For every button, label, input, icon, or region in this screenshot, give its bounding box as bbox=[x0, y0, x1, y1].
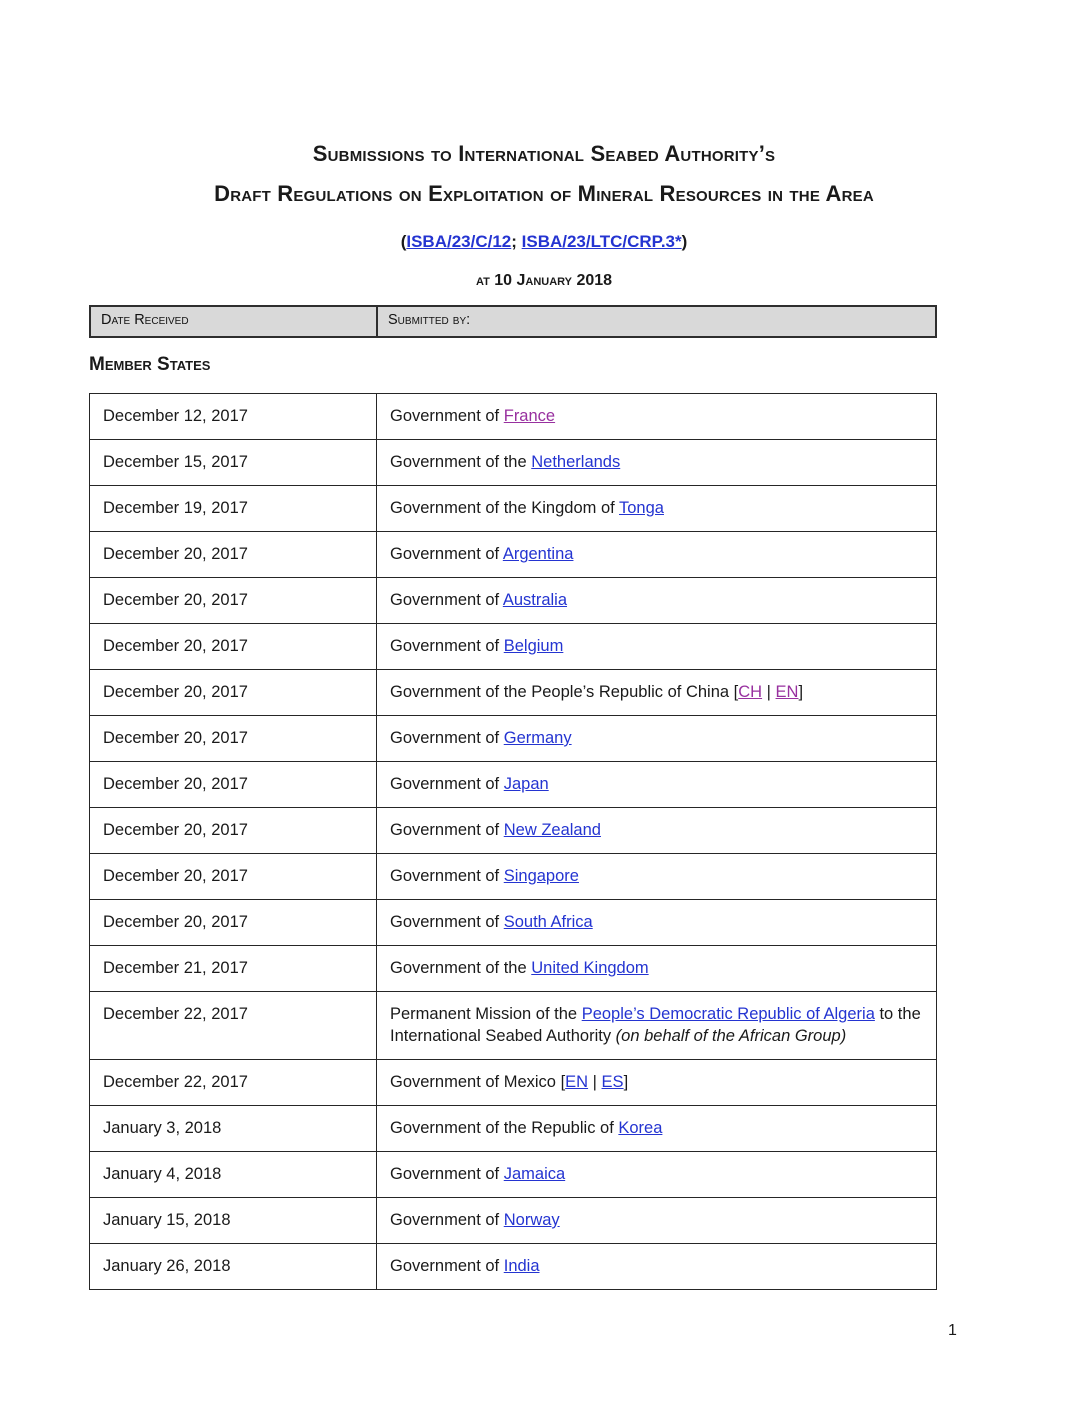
table-row bbox=[90, 992, 937, 1060]
date-cell: January 26, 2018 bbox=[90, 1244, 377, 1290]
text-segment: | bbox=[588, 1073, 602, 1091]
date-cell: December 15, 2017 bbox=[90, 440, 377, 486]
column-header-table bbox=[89, 305, 937, 338]
people-s-democratic-republic-of-algeria-link[interactable]: People’s Democratic Republic of Algeria bbox=[581, 1005, 875, 1023]
jamaica-link[interactable]: Jamaica bbox=[503, 1165, 566, 1183]
submission-cell bbox=[377, 1244, 937, 1290]
submissions-table bbox=[89, 393, 937, 1290]
table-row bbox=[90, 532, 937, 578]
text-segment: Government of bbox=[390, 637, 504, 655]
netherlands-link[interactable]: Netherlands bbox=[531, 453, 621, 471]
table-row bbox=[90, 762, 937, 808]
text-segment: Government of bbox=[390, 729, 504, 747]
date-cell: January 4, 2018 bbox=[90, 1152, 377, 1198]
title-line-1: Submissions to International Seabed Authority’s bbox=[312, 141, 776, 166]
text-segment: Government of bbox=[390, 1257, 504, 1275]
en-link[interactable]: EN bbox=[565, 1073, 589, 1091]
table-row bbox=[90, 394, 937, 440]
text-segment: | bbox=[762, 683, 776, 701]
germany-link[interactable]: Germany bbox=[503, 729, 572, 747]
submission-cell bbox=[377, 624, 937, 670]
table-row bbox=[90, 1106, 937, 1152]
australia-link[interactable]: Australia bbox=[502, 591, 568, 609]
date-cell: December 20, 2017 bbox=[90, 670, 377, 716]
table-row bbox=[90, 670, 937, 716]
argentina-link[interactable]: Argentina bbox=[502, 545, 574, 563]
text-segment: Government of bbox=[390, 913, 504, 931]
ref-link-isba-23-ltc-crp3[interactable]: ISBA/23/LTC/CRP.3* bbox=[521, 232, 682, 251]
ch-link[interactable]: CH bbox=[738, 683, 763, 701]
tonga-link[interactable]: Tonga bbox=[619, 499, 664, 517]
table-row bbox=[90, 946, 937, 992]
table-row bbox=[90, 716, 937, 762]
ref-close-paren: ) bbox=[681, 232, 688, 251]
india-link[interactable]: India bbox=[503, 1257, 540, 1275]
date-cell: December 20, 2017 bbox=[90, 716, 377, 762]
table-row bbox=[90, 854, 937, 900]
date-cell: December 20, 2017 bbox=[90, 762, 377, 808]
text-segment: Government of the bbox=[390, 959, 532, 977]
table-row bbox=[90, 624, 937, 670]
text-segment: Government of bbox=[390, 1165, 504, 1183]
text-segment: Government of bbox=[390, 591, 503, 609]
document-title-block bbox=[0, 0, 1088, 291]
member-states-heading: Member States bbox=[89, 354, 211, 375]
belgium-link[interactable]: Belgium bbox=[503, 637, 564, 655]
ref-open-paren: ( bbox=[400, 232, 407, 251]
table-row bbox=[90, 440, 937, 486]
text-segment: ] bbox=[623, 1073, 629, 1091]
es-link[interactable]: ES bbox=[601, 1073, 624, 1091]
submission-cell bbox=[377, 716, 937, 762]
date-cell: December 20, 2017 bbox=[90, 578, 377, 624]
table-row bbox=[90, 1152, 937, 1198]
text-segment: Government of the People’s Republic of China [ bbox=[390, 683, 739, 701]
submission-cell bbox=[377, 578, 937, 624]
text-segment: Government of the Republic of bbox=[390, 1119, 619, 1137]
table-row bbox=[90, 486, 937, 532]
submission-cell bbox=[377, 1060, 937, 1106]
page-number: 1 bbox=[948, 1322, 957, 1339]
column-header-row bbox=[90, 306, 936, 337]
date-cell: December 22, 2017 bbox=[90, 992, 377, 1060]
text-segment: to the International Seabed Authority bbox=[390, 1005, 921, 1045]
date-cell: December 22, 2017 bbox=[90, 1060, 377, 1106]
date-cell: January 15, 2018 bbox=[90, 1198, 377, 1244]
submission-cell bbox=[377, 900, 937, 946]
table-row bbox=[90, 1060, 937, 1106]
text-segment: ] bbox=[798, 683, 804, 701]
submission-cell bbox=[377, 532, 937, 578]
japan-link[interactable]: Japan bbox=[503, 775, 549, 793]
date-received-header: Date Received bbox=[90, 306, 377, 337]
united-kingdom-link[interactable]: United Kingdom bbox=[531, 959, 649, 977]
date-cell: January 3, 2018 bbox=[90, 1106, 377, 1152]
text-segment: Government of the bbox=[390, 453, 532, 471]
submission-cell bbox=[377, 992, 937, 1060]
submission-cell bbox=[377, 808, 937, 854]
ref-link-isba-23-c-12[interactable]: ISBA/23/C/12 bbox=[406, 232, 512, 251]
as-at-date-line: at 10 January 2018 bbox=[475, 272, 613, 289]
ref-separator: ; bbox=[511, 232, 522, 251]
table-row bbox=[90, 808, 937, 854]
text-segment: Government of bbox=[390, 867, 504, 885]
submitted-by-header: Submitted by: bbox=[377, 306, 936, 337]
text-segment: Government of bbox=[390, 821, 504, 839]
text-segment: Government of bbox=[390, 545, 503, 563]
submission-cell bbox=[377, 946, 937, 992]
submission-cell bbox=[377, 854, 937, 900]
table-row bbox=[90, 578, 937, 624]
date-cell: December 20, 2017 bbox=[90, 854, 377, 900]
new-zealand-link[interactable]: New Zealand bbox=[503, 821, 601, 839]
south-africa-link[interactable]: South Africa bbox=[503, 913, 593, 931]
submission-cell bbox=[377, 1106, 937, 1152]
on-behalf-note: (on behalf of the African Group) bbox=[615, 1027, 847, 1045]
date-cell: December 20, 2017 bbox=[90, 624, 377, 670]
text-segment: Government of the Kingdom of bbox=[390, 499, 619, 517]
date-cell: December 20, 2017 bbox=[90, 808, 377, 854]
submission-cell bbox=[377, 762, 937, 808]
date-cell: December 19, 2017 bbox=[90, 486, 377, 532]
submission-cell bbox=[377, 440, 937, 486]
singapore-link[interactable]: Singapore bbox=[503, 867, 579, 885]
norway-link[interactable]: Norway bbox=[503, 1211, 560, 1229]
date-cell: December 12, 2017 bbox=[90, 394, 377, 440]
submission-cell bbox=[377, 1152, 937, 1198]
korea-link[interactable]: Korea bbox=[618, 1119, 663, 1137]
submission-cell bbox=[377, 486, 937, 532]
text-segment: Permanent Mission of the bbox=[390, 1005, 582, 1023]
france-link[interactable]: France bbox=[503, 407, 556, 425]
text-segment: Government of bbox=[390, 775, 504, 793]
text-segment: Government of bbox=[390, 1211, 504, 1229]
en-link[interactable]: EN bbox=[775, 683, 799, 701]
text-segment: Government of bbox=[390, 407, 504, 425]
reference-line bbox=[0, 232, 1088, 252]
table-row bbox=[90, 1244, 937, 1290]
submissions-table-body bbox=[90, 394, 937, 1290]
submission-cell bbox=[377, 394, 937, 440]
date-cell: December 21, 2017 bbox=[90, 946, 377, 992]
table-row bbox=[90, 900, 937, 946]
date-cell: December 20, 2017 bbox=[90, 900, 377, 946]
submission-cell bbox=[377, 1198, 937, 1244]
submission-cell bbox=[377, 670, 937, 716]
text-segment: Government of Mexico [ bbox=[390, 1073, 566, 1091]
title-line-2: Draft Regulations on Exploitation of Mineral Resources in the Area bbox=[214, 181, 874, 206]
date-cell: December 20, 2017 bbox=[90, 532, 377, 578]
table-row bbox=[90, 1198, 937, 1244]
